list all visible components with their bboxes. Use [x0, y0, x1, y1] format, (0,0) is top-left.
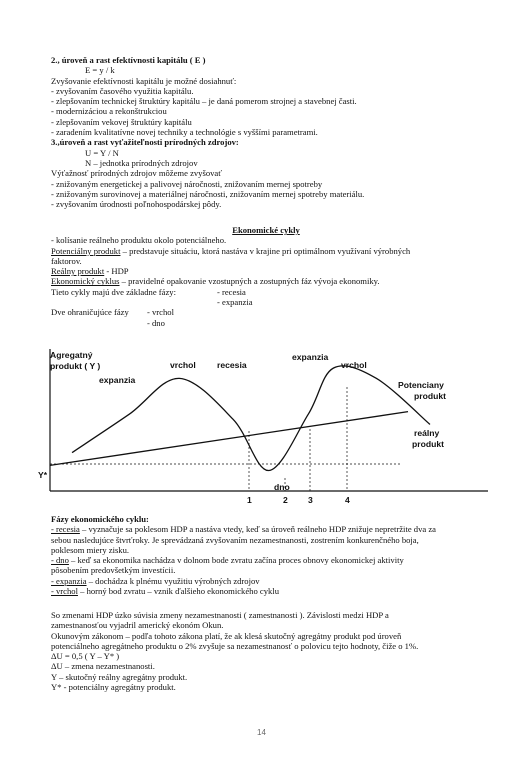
real-def: - HDP — [104, 266, 129, 277]
potential-def: – predstavuje situáciu, ktorá nastáva v krajine pri optimálnom využívaní výrobných — [120, 245, 411, 256]
okun-formula: ΔU = 0,5 ( Y – Y* ) — [51, 651, 120, 662]
list-item: - znižovaným energetickej a palivovej náročnosti, znižovaním mernej spotreby — [51, 178, 323, 189]
phase-recesia: - recesia — [217, 286, 246, 297]
cycles-heading: Ekonomické cykly — [232, 225, 300, 235]
bounds-row — [51, 307, 481, 317]
annotation-expanzia-2: expanzia — [292, 352, 329, 362]
recesia-definition — [51, 524, 481, 534]
bound-dno: - dno — [147, 317, 165, 328]
okun-def-2: Y – skutočný reálny agregátny produkt. — [51, 671, 188, 682]
okun-p1-cont: zamestnanosťou vyjadril americký ekonóm Okun. — [51, 620, 224, 631]
bounds-label: Dve ohraničujúce fázy — [51, 307, 129, 318]
dno-def-cont: pôsobením predovšetkým investícii. — [51, 565, 176, 576]
cycles-line: - kolísanie reálneho produktu okolo potenciálneho. — [51, 235, 227, 246]
potential-label-1: Potenciany — [398, 380, 444, 390]
section3-intro: Výťažnosť prírodných zdrojov môžeme zvyšovať — [51, 168, 222, 179]
okun-def-1: ΔU – zmena nezamestnanosti. — [51, 661, 155, 672]
potential-product-line — [50, 412, 408, 466]
list-item: - znižovaným surovinovej a materiálnej náročnosti, znižovaním mernej spotreby materiálu. — [51, 188, 365, 199]
annotation-vrchol-2: vrchol — [341, 360, 367, 370]
okun-p2: Okunovým zákonom – podľa tohoto zákona platí, že ak klesá skutočný agregátny produkt pod úroveň — [51, 630, 402, 641]
list-item: - zaradením kvalitatívne novej techniky a technológie s vyššími parametrami. — [51, 127, 318, 138]
list-item: - zvyšovaním časového využitia kapitálu. — [51, 85, 194, 96]
vrchol-def: – horný bod zvratu – vznik ďalšieho ekonomického cyklu — [77, 586, 279, 597]
x-tick-label-2: 2 — [283, 495, 288, 505]
bounds-row-2 — [51, 318, 481, 328]
list-item: - modernizáciou a rekonštrukciou — [51, 106, 167, 117]
x-tick-label-1: 1 — [247, 495, 252, 505]
list-item: - zlepšovaním vekovej štruktúry kapitálu — [51, 116, 192, 127]
recesia-def-cont-2: poklesom miery zisku. — [51, 544, 130, 555]
potential-label-2: produkt — [414, 391, 446, 401]
section-efficiency — [51, 55, 481, 209]
phases-row — [51, 287, 481, 297]
phases-label: Tieto cykly majú dve základne fázy: — [51, 286, 176, 297]
real-label-2: produkt — [412, 439, 444, 449]
okun-def-3: Y* - potenciálny agregátny produkt. — [51, 682, 176, 693]
tick-layer — [247, 387, 350, 505]
annotation-vrchol-1: vrchol — [170, 360, 196, 370]
recesia-def: – vyznačuje sa poklesom HDP a nastáva vtedy, keď sa úroveň reálneho HDP znižuje nepretržite dva za — [79, 524, 436, 535]
phases-title: Fázy ekonomického cyklu: — [51, 514, 149, 524]
potential-def-cont: faktorov. — [51, 255, 82, 266]
section3-title: 3.,úroveň a rast vyťažiteľnosti prírodných zdrojov: — [51, 137, 239, 148]
expanzia-def: – dochádza k plnému využitiu výrobných zdrojov — [86, 575, 260, 586]
cycle-term: Ekonomický cyklus — [51, 276, 120, 287]
y-star-label: Y* — [38, 470, 48, 480]
bound-vrchol: - vrchol — [147, 307, 174, 318]
phase-expanzia: - expanzia — [217, 297, 253, 308]
section3-formula-note: N – jednotka prírodných zdrojov — [85, 157, 198, 168]
y-axis-label-2: produkt ( Y ) — [50, 361, 101, 371]
section-okun — [51, 610, 481, 692]
section2-formula: E = y / k — [85, 65, 115, 76]
section3-formula: U = Y / N — [85, 147, 119, 158]
list-item: - zlepšovaním technickej štruktúry kapitálu – je daná pomerom strojnej a stavebnej časti. — [51, 96, 357, 107]
real-definition — [51, 266, 481, 276]
potential-definition — [51, 246, 481, 256]
annotation-recesia: recesia — [217, 360, 247, 370]
dno-def: – keď sa ekonomika nachádza v dolnom bode zvratu začína proces obnovy ekonomickej aktivity — [68, 555, 404, 566]
recesia-def-cont: sebou nasledujúce štvrťroky. Je sprevádzaná zvyšovaním nezamestnanosti, zostrením konkurenčného boja, — [51, 534, 419, 545]
section2-title: 2., úroveň a rast efektívnosti kapitálu ( E ) — [51, 55, 206, 65]
section-cycles — [51, 225, 481, 328]
dno-definition — [51, 555, 481, 565]
x-tick-label-4: 4 — [345, 495, 350, 505]
recesia-term: - recesia — [51, 524, 80, 535]
x-tick-label-3: 3 — [308, 495, 313, 505]
annotation-dno: dno — [274, 482, 290, 492]
vrchol-term: - vrchol — [51, 586, 78, 597]
list-item: - zvyšovaním úrodnosti poľnohospodárskej pôdy. — [51, 199, 222, 210]
expanzia-definition — [51, 576, 481, 586]
cycle-def: – pravidelné opakovanie vzostupných a zostupných fáz vývoja ekonomiky. — [119, 276, 380, 287]
phases-row-2 — [51, 297, 481, 307]
vrchol-definition — [51, 586, 481, 596]
potential-term: Potenciálny produkt — [51, 245, 121, 256]
business-cycle-chart — [36, 343, 491, 523]
okun-p1: So zmenami HDP úzko súvisia zmeny nezamestnanosti ( zamestnanosti ). Závislosti medzi HDP a — [51, 610, 389, 620]
section2-intro: Zvyšovanie efektívnosti kapitálu je možné dosiahnuť: — [51, 75, 237, 86]
okun-p2-cont: potenciálneho agregátneho produktu o 2% zvyšuje sa nezamestnanosť o polovicu tejto hodnoty, čiže o 1%. — [51, 640, 419, 651]
expanzia-term: - expanzia — [51, 575, 87, 586]
real-term: Reálny produkt — [51, 266, 105, 277]
section-phases — [51, 514, 481, 596]
dno-term: - dno — [51, 555, 69, 566]
y-axis-label-1: Agregatný — [50, 350, 93, 360]
annotation-expanzia-1: expanzia — [99, 375, 136, 385]
cycle-definition — [51, 276, 481, 286]
page-number: 14 — [257, 728, 266, 737]
real-label-1: reálny — [414, 428, 440, 438]
